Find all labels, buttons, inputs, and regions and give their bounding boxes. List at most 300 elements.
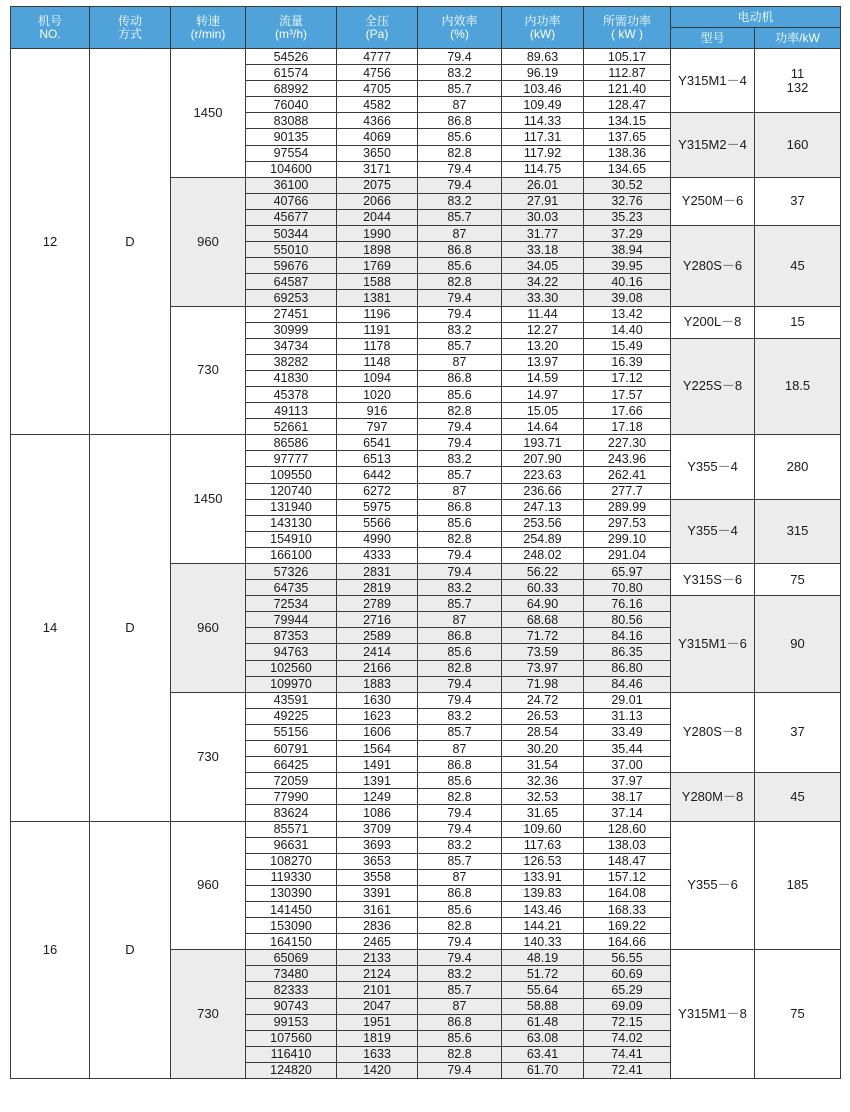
cell-internal-power: 33.18: [502, 242, 584, 258]
cell-required-power: 60.69: [584, 966, 671, 982]
cell-flow: 90135: [246, 129, 337, 145]
cell-required-power: 164.66: [584, 934, 671, 950]
cell-pressure: 3161: [337, 901, 418, 917]
cell-pressure: 2789: [337, 596, 418, 612]
cell-flow: 65069: [246, 950, 337, 966]
cell-drive: D: [90, 49, 171, 435]
cell-motor-model: Y315S－6: [671, 564, 755, 596]
cell-internal-power: 26.53: [502, 708, 584, 724]
cell-flow: 86586: [246, 435, 337, 451]
cell-pressure: 1249: [337, 789, 418, 805]
cell-efficiency: 83.2: [418, 65, 502, 81]
cell-pressure: 2414: [337, 644, 418, 660]
cell-flow: 87353: [246, 628, 337, 644]
cell-flow: 164150: [246, 934, 337, 950]
cell-speed: 730: [171, 306, 246, 435]
cell-internal-power: 63.41: [502, 1046, 584, 1062]
cell-required-power: 84.16: [584, 628, 671, 644]
cell-efficiency: 85.6: [418, 258, 502, 274]
cell-pressure: 2836: [337, 918, 418, 934]
cell-efficiency: 87: [418, 226, 502, 242]
cell-efficiency: 82.8: [418, 918, 502, 934]
cell-required-power: 35.44: [584, 741, 671, 757]
cell-efficiency: 82.8: [418, 1046, 502, 1062]
cell-required-power: 17.18: [584, 419, 671, 435]
cell-internal-power: 254.89: [502, 531, 584, 547]
cell-motor-model: Y200L－8: [671, 306, 755, 338]
cell-efficiency: 86.8: [418, 628, 502, 644]
cell-efficiency: 79.4: [418, 49, 502, 65]
cell-motor-model: Y280S－8: [671, 692, 755, 772]
cell-required-power: 37.29: [584, 226, 671, 242]
cell-speed: 1450: [171, 435, 246, 564]
cell-required-power: 105.17: [584, 49, 671, 65]
table-row: [11, 821, 841, 837]
cell-required-power: 65.97: [584, 564, 671, 580]
cell-efficiency: 83.2: [418, 193, 502, 209]
cell-required-power: 37.00: [584, 757, 671, 773]
cell-pressure: 3171: [337, 161, 418, 177]
cell-required-power: 38.94: [584, 242, 671, 258]
cell-flow: 49225: [246, 708, 337, 724]
cell-efficiency: 83.2: [418, 580, 502, 596]
cell-required-power: 134.65: [584, 161, 671, 177]
cell-motor-model: Y355－4: [671, 435, 755, 499]
cell-efficiency: 85.6: [418, 386, 502, 402]
cell-flow: 40766: [246, 193, 337, 209]
cell-flow: 55010: [246, 242, 337, 258]
col-header-required-power: 所需功率 ( kW ): [584, 7, 671, 49]
cell-pressure: 1606: [337, 724, 418, 740]
cell-internal-power: 61.70: [502, 1062, 584, 1078]
cell-pressure: 1898: [337, 242, 418, 258]
cell-required-power: 38.17: [584, 789, 671, 805]
cell-flow: 55156: [246, 724, 337, 740]
cell-internal-power: 103.46: [502, 81, 584, 97]
cell-required-power: 84.46: [584, 676, 671, 692]
motor-power-value: 132: [786, 79, 809, 95]
cell-efficiency: 82.8: [418, 274, 502, 290]
cell-efficiency: 86.8: [418, 885, 502, 901]
cell-internal-power: 30.20: [502, 741, 584, 757]
cell-required-power: 32.76: [584, 193, 671, 209]
cell-pressure: 4582: [337, 97, 418, 113]
cell-efficiency: 87: [418, 483, 502, 499]
cell-internal-power: 14.59: [502, 370, 584, 386]
cell-efficiency: 83.2: [418, 708, 502, 724]
cell-required-power: 56.55: [584, 950, 671, 966]
cell-pressure: 2124: [337, 966, 418, 982]
cell-required-power: 121.40: [584, 81, 671, 97]
cell-required-power: 17.12: [584, 370, 671, 386]
cell-required-power: 72.41: [584, 1062, 671, 1078]
cell-pressure: 1951: [337, 1014, 418, 1030]
cell-efficiency: 79.4: [418, 306, 502, 322]
col-header-pressure: 全压 (Pa): [337, 7, 418, 49]
cell-pressure: 6513: [337, 451, 418, 467]
cell-pressure: 1191: [337, 322, 418, 338]
cell-efficiency: 87: [418, 741, 502, 757]
cell-pressure: 1769: [337, 258, 418, 274]
cell-internal-power: 114.33: [502, 113, 584, 129]
cell-flow: 30999: [246, 322, 337, 338]
cell-internal-power: 33.30: [502, 290, 584, 306]
cell-required-power: 39.95: [584, 258, 671, 274]
cell-internal-power: 13.97: [502, 354, 584, 370]
cell-flow: 77990: [246, 789, 337, 805]
cell-motor-power: 37: [755, 692, 841, 772]
cell-efficiency: 87: [418, 869, 502, 885]
col-header-drive: 传动 方式: [90, 7, 171, 49]
cell-internal-power: 207.90: [502, 451, 584, 467]
cell-pressure: 2589: [337, 628, 418, 644]
cell-flow: 34734: [246, 338, 337, 354]
cell-internal-power: 14.64: [502, 419, 584, 435]
cell-pressure: 2465: [337, 934, 418, 950]
cell-pressure: 1094: [337, 370, 418, 386]
cell-flow: 59676: [246, 258, 337, 274]
cell-flow: 166100: [246, 547, 337, 563]
cell-pressure: 2066: [337, 193, 418, 209]
table-row: [11, 435, 841, 451]
cell-flow: 66425: [246, 757, 337, 773]
cell-motor-power: 185: [755, 821, 841, 950]
col-header-motor-power: 功率/kW: [755, 28, 841, 49]
cell-efficiency: 79.4: [418, 692, 502, 708]
cell-required-power: 40.16: [584, 274, 671, 290]
cell-flow: 85571: [246, 821, 337, 837]
cell-internal-power: 31.77: [502, 226, 584, 242]
cell-efficiency: 85.7: [418, 853, 502, 869]
cell-internal-power: 31.54: [502, 757, 584, 773]
cell-flow: 124820: [246, 1062, 337, 1078]
cell-flow: 45677: [246, 209, 337, 225]
cell-efficiency: 83.2: [418, 451, 502, 467]
cell-speed: 960: [171, 177, 246, 306]
cell-flow: 54526: [246, 49, 337, 65]
cell-pressure: 1623: [337, 708, 418, 724]
cell-efficiency: 85.6: [418, 644, 502, 660]
cell-efficiency: 85.7: [418, 596, 502, 612]
cell-motor-model: Y315M2－4: [671, 113, 755, 177]
cell-flow: 64735: [246, 580, 337, 596]
cell-pressure: 4366: [337, 113, 418, 129]
cell-flow: 109550: [246, 467, 337, 483]
cell-efficiency: 82.8: [418, 660, 502, 676]
col-header-model-no: 机号 NO.: [11, 7, 90, 49]
cell-required-power: 86.80: [584, 660, 671, 676]
cell-internal-power: 13.20: [502, 338, 584, 354]
cell-motor-model: Y355－4: [671, 499, 755, 563]
cell-flow: 104600: [246, 161, 337, 177]
cell-flow: 82333: [246, 982, 337, 998]
cell-pressure: 2101: [337, 982, 418, 998]
cell-required-power: 70.80: [584, 580, 671, 596]
cell-efficiency: 86.8: [418, 242, 502, 258]
cell-flow: 99153: [246, 1014, 337, 1030]
cell-efficiency: 82.8: [418, 789, 502, 805]
cell-efficiency: 83.2: [418, 966, 502, 982]
cell-pressure: 1883: [337, 676, 418, 692]
cell-efficiency: 79.4: [418, 290, 502, 306]
cell-pressure: 2075: [337, 177, 418, 193]
cell-pressure: 2716: [337, 612, 418, 628]
cell-flow: 45378: [246, 386, 337, 402]
cell-flow: 94763: [246, 644, 337, 660]
cell-internal-power: 51.72: [502, 966, 584, 982]
cell-pressure: 2044: [337, 209, 418, 225]
cell-motor-power: 45: [755, 226, 841, 306]
cell-internal-power: 117.92: [502, 145, 584, 161]
cell-required-power: 37.97: [584, 773, 671, 789]
cell-efficiency: 87: [418, 998, 502, 1014]
cell-required-power: 35.23: [584, 209, 671, 225]
cell-efficiency: 85.7: [418, 209, 502, 225]
cell-pressure: 4333: [337, 547, 418, 563]
cell-required-power: 164.08: [584, 885, 671, 901]
cell-pressure: 6442: [337, 467, 418, 483]
cell-efficiency: 85.6: [418, 1030, 502, 1046]
cell-pressure: 1196: [337, 306, 418, 322]
cell-pressure: 6272: [337, 483, 418, 499]
cell-required-power: 134.15: [584, 113, 671, 129]
cell-motor-model: Y315M1－6: [671, 596, 755, 693]
cell-required-power: 17.66: [584, 403, 671, 419]
cell-internal-power: 55.64: [502, 982, 584, 998]
cell-internal-power: 56.22: [502, 564, 584, 580]
cell-pressure: 3693: [337, 837, 418, 853]
cell-efficiency: 79.4: [418, 547, 502, 563]
cell-efficiency: 79.4: [418, 676, 502, 692]
cell-motor-power: [755, 49, 841, 113]
cell-required-power: 112.87: [584, 65, 671, 81]
cell-internal-power: 223.63: [502, 467, 584, 483]
cell-pressure: 3653: [337, 853, 418, 869]
cell-flow: 108270: [246, 853, 337, 869]
cell-internal-power: 144.21: [502, 918, 584, 934]
cell-internal-power: 117.63: [502, 837, 584, 853]
cell-pressure: 1178: [337, 338, 418, 354]
cell-speed: 960: [171, 821, 246, 950]
cell-pressure: 2831: [337, 564, 418, 580]
cell-efficiency: 85.7: [418, 467, 502, 483]
cell-pressure: 2133: [337, 950, 418, 966]
cell-required-power: 168.33: [584, 901, 671, 917]
cell-efficiency: 79.4: [418, 821, 502, 837]
cell-flow: 154910: [246, 531, 337, 547]
cell-flow: 41830: [246, 370, 337, 386]
cell-required-power: 37.14: [584, 805, 671, 821]
cell-internal-power: 26.01: [502, 177, 584, 193]
cell-internal-power: 61.48: [502, 1014, 584, 1030]
cell-flow: 83088: [246, 113, 337, 129]
cell-required-power: 148.47: [584, 853, 671, 869]
col-header-internal-power: 内功率 (kW): [502, 7, 584, 49]
cell-pressure: 916: [337, 403, 418, 419]
cell-motor-power: 15: [755, 306, 841, 338]
cell-efficiency: 82.8: [418, 145, 502, 161]
cell-internal-power: 247.13: [502, 499, 584, 515]
cell-flow: 119330: [246, 869, 337, 885]
cell-motor-model: Y280M－8: [671, 773, 755, 821]
cell-internal-power: 48.19: [502, 950, 584, 966]
cell-motor-power: 315: [755, 499, 841, 563]
cell-motor-model: Y315M1－8: [671, 950, 755, 1079]
cell-required-power: 262.41: [584, 467, 671, 483]
cell-pressure: 1630: [337, 692, 418, 708]
cell-flow: 97554: [246, 145, 337, 161]
cell-internal-power: 58.88: [502, 998, 584, 1014]
cell-internal-power: 31.65: [502, 805, 584, 821]
cell-model-no: 16: [11, 821, 90, 1079]
cell-pressure: 2047: [337, 998, 418, 1014]
cell-internal-power: 236.66: [502, 483, 584, 499]
cell-flow: 72534: [246, 596, 337, 612]
cell-efficiency: 79.4: [418, 419, 502, 435]
cell-efficiency: 87: [418, 97, 502, 113]
cell-required-power: 69.09: [584, 998, 671, 1014]
cell-pressure: 5566: [337, 515, 418, 531]
cell-required-power: 39.08: [584, 290, 671, 306]
cell-efficiency: 85.7: [418, 982, 502, 998]
cell-pressure: 1633: [337, 1046, 418, 1062]
cell-pressure: 3391: [337, 885, 418, 901]
cell-motor-power: 75: [755, 950, 841, 1079]
cell-flow: 60791: [246, 741, 337, 757]
cell-efficiency: 85.7: [418, 338, 502, 354]
cell-motor-model: Y280S－6: [671, 226, 755, 306]
cell-flow: 57326: [246, 564, 337, 580]
fan-performance-table: [10, 6, 841, 1079]
cell-flow: 72059: [246, 773, 337, 789]
cell-internal-power: 15.05: [502, 403, 584, 419]
cell-internal-power: 27.91: [502, 193, 584, 209]
cell-internal-power: 63.08: [502, 1030, 584, 1046]
cell-model-no: 12: [11, 49, 90, 435]
cell-pressure: 1391: [337, 773, 418, 789]
cell-required-power: 65.29: [584, 982, 671, 998]
cell-pressure: 1420: [337, 1062, 418, 1078]
cell-required-power: 86.35: [584, 644, 671, 660]
cell-efficiency: 82.8: [418, 531, 502, 547]
cell-motor-power: 18.5: [755, 338, 841, 435]
cell-speed: 960: [171, 564, 246, 693]
cell-flow: 83624: [246, 805, 337, 821]
cell-internal-power: 126.53: [502, 853, 584, 869]
cell-pressure: 1819: [337, 1030, 418, 1046]
cell-flow: 43591: [246, 692, 337, 708]
cell-internal-power: 193.71: [502, 435, 584, 451]
cell-drive: D: [90, 821, 171, 1079]
cell-internal-power: 71.98: [502, 676, 584, 692]
cell-flow: 96631: [246, 837, 337, 853]
cell-pressure: 1491: [337, 757, 418, 773]
cell-efficiency: 79.4: [418, 177, 502, 193]
cell-internal-power: 109.49: [502, 97, 584, 113]
cell-required-power: 157.12: [584, 869, 671, 885]
cell-efficiency: 86.8: [418, 757, 502, 773]
cell-efficiency: 85.6: [418, 515, 502, 531]
cell-flow: 143130: [246, 515, 337, 531]
cell-speed: 1450: [171, 49, 246, 178]
table-body: [11, 49, 841, 1079]
cell-internal-power: 12.27: [502, 322, 584, 338]
cell-required-power: 33.49: [584, 724, 671, 740]
cell-internal-power: 34.05: [502, 258, 584, 274]
cell-internal-power: 11.44: [502, 306, 584, 322]
cell-pressure: 797: [337, 419, 418, 435]
cell-flow: 73480: [246, 966, 337, 982]
cell-internal-power: 32.53: [502, 789, 584, 805]
cell-pressure: 2166: [337, 660, 418, 676]
cell-required-power: 30.52: [584, 177, 671, 193]
cell-efficiency: 79.4: [418, 805, 502, 821]
cell-required-power: 74.02: [584, 1030, 671, 1046]
cell-flow: 97777: [246, 451, 337, 467]
cell-motor-model: Y225S－8: [671, 338, 755, 435]
cell-efficiency: 86.8: [418, 499, 502, 515]
cell-internal-power: 68.68: [502, 612, 584, 628]
cell-flow: 61574: [246, 65, 337, 81]
cell-efficiency: 79.4: [418, 934, 502, 950]
cell-internal-power: 34.22: [502, 274, 584, 290]
cell-required-power: 138.36: [584, 145, 671, 161]
cell-flow: 49113: [246, 403, 337, 419]
cell-pressure: 3709: [337, 821, 418, 837]
cell-internal-power: 253.56: [502, 515, 584, 531]
cell-efficiency: 86.8: [418, 113, 502, 129]
cell-speed: 730: [171, 692, 246, 821]
cell-internal-power: 73.59: [502, 644, 584, 660]
cell-efficiency: 87: [418, 354, 502, 370]
cell-internal-power: 140.33: [502, 934, 584, 950]
cell-required-power: 29.01: [584, 692, 671, 708]
cell-internal-power: 109.60: [502, 821, 584, 837]
cell-flow: 36100: [246, 177, 337, 193]
cell-required-power: 227.30: [584, 435, 671, 451]
cell-pressure: 4990: [337, 531, 418, 547]
cell-internal-power: 30.03: [502, 209, 584, 225]
cell-required-power: 76.16: [584, 596, 671, 612]
col-header-motor: 电动机: [671, 7, 841, 28]
cell-flow: 90743: [246, 998, 337, 1014]
cell-pressure: 1990: [337, 226, 418, 242]
col-header-motor-model: 型号: [671, 28, 755, 49]
cell-required-power: 14.40: [584, 322, 671, 338]
cell-flow: 109970: [246, 676, 337, 692]
cell-motor-power: 37: [755, 177, 841, 225]
cell-internal-power: 89.63: [502, 49, 584, 65]
cell-required-power: 31.13: [584, 708, 671, 724]
cell-required-power: 289.99: [584, 499, 671, 515]
cell-model-no: 14: [11, 435, 90, 821]
cell-pressure: 1086: [337, 805, 418, 821]
cell-flow: 141450: [246, 901, 337, 917]
cell-pressure: 1381: [337, 290, 418, 306]
cell-speed: 730: [171, 950, 246, 1079]
cell-efficiency: 86.8: [418, 370, 502, 386]
cell-required-power: 137.65: [584, 129, 671, 145]
cell-efficiency: 85.7: [418, 724, 502, 740]
cell-efficiency: 79.4: [418, 435, 502, 451]
cell-pressure: 4756: [337, 65, 418, 81]
cell-motor-model: Y250M－6: [671, 177, 755, 225]
cell-flow: 131940: [246, 499, 337, 515]
cell-required-power: 128.60: [584, 821, 671, 837]
cell-efficiency: 85.7: [418, 81, 502, 97]
cell-internal-power: 117.31: [502, 129, 584, 145]
cell-required-power: 299.10: [584, 531, 671, 547]
